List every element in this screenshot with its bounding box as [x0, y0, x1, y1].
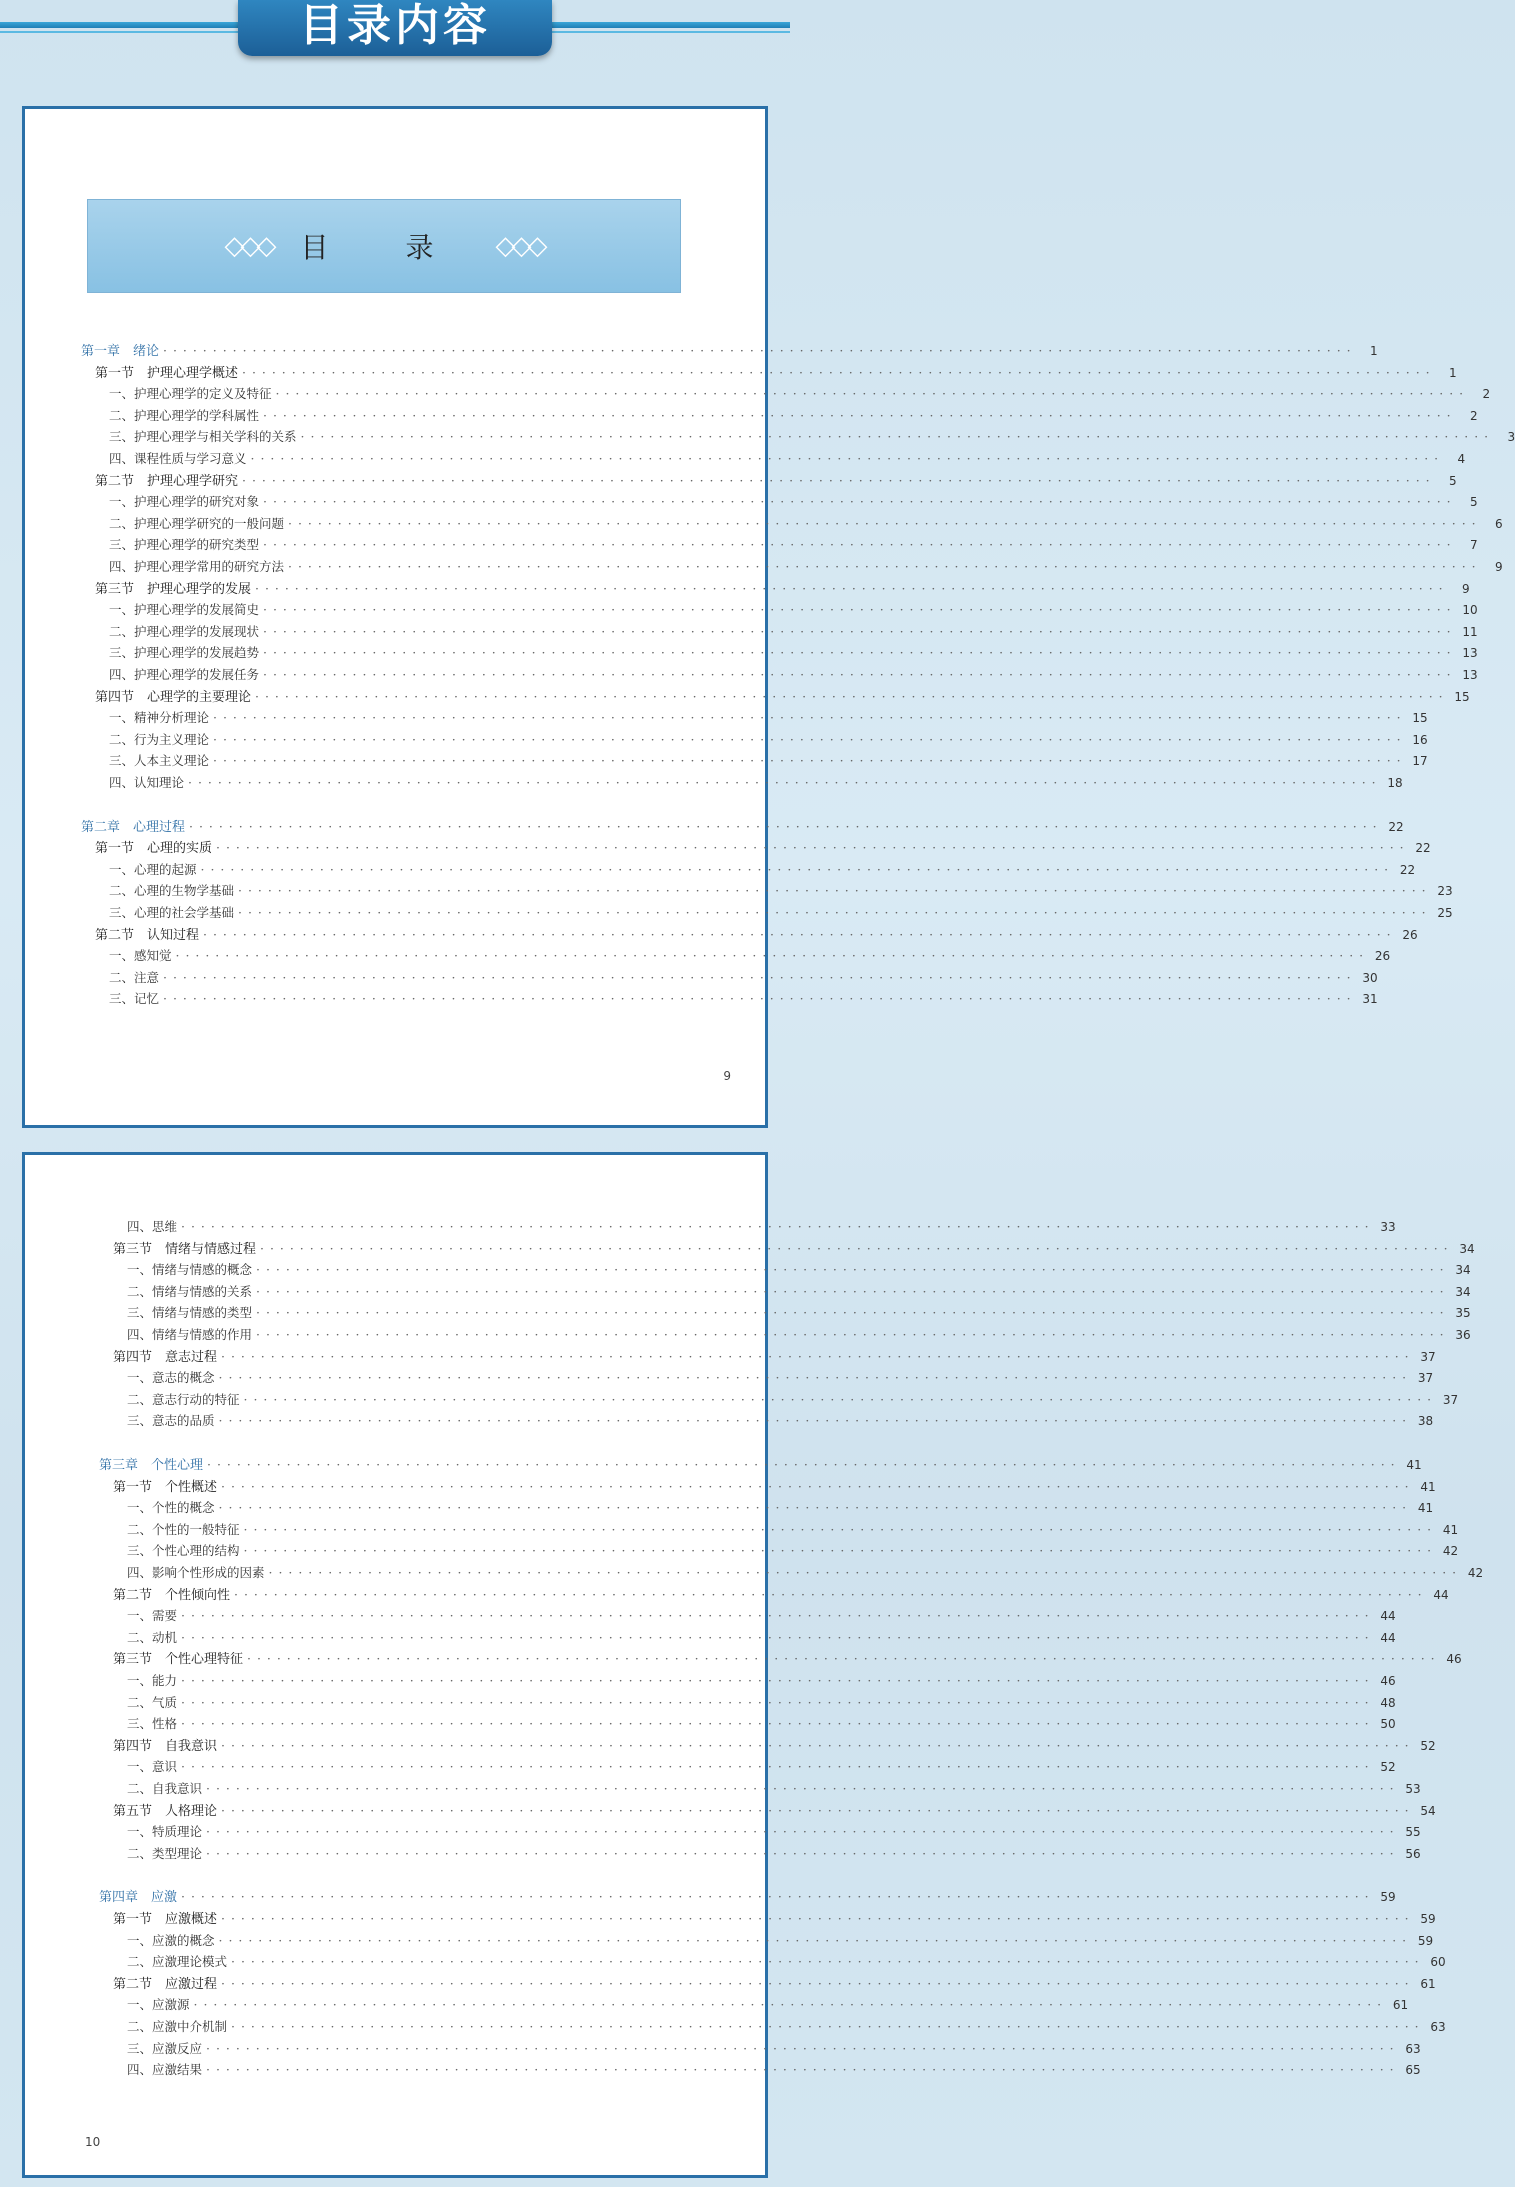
toc-entry-label: 三、个性心理的结构	[127, 1543, 240, 1559]
toc-item-row	[109, 881, 1453, 901]
toc-section-row	[113, 1347, 1436, 1367]
toc-item-row	[127, 1757, 1396, 1777]
toc-entry-page: 63	[1405, 2041, 1421, 2056]
toc-entry-page: 38	[1417, 1414, 1434, 1429]
dot-leader: · · · · · · · · · · · · · · · · · · · · · · · · · · · · · · · · · · · · · · · · · · · · · · · · · · · · · · · · · · · · · · · · · · · · · · · · · · · · · · · · · · · · · · · · · · · · · · · · · · · · · · · · · · · · · · · · · · · · · · · ·	[221, 1802, 1410, 1818]
toc-entry-label: 第一节 应激概述	[113, 1912, 218, 1927]
dot-leader: · · · · · · · · · · · · · · · · · · · · · · · · · · · · · · · · · · · · · · · · · · · · · · · · · · · · · · · · · · · · · · · · · · · · · · · · · · · · · · · · · · · · · · · · · · · · · · · · · · · · · · · · · · · · · · · · · · · · · · · ·	[163, 991, 1352, 1007]
toc-item-row	[127, 1844, 1421, 1864]
toc-entry-page: 22	[1388, 819, 1404, 834]
toc-section-row	[95, 925, 1418, 945]
dot-leader: · · · · · · · · · · · · · · · · · · · · · · · · · · · · · · · · · · · · · · · · · · · · · · · · · · · · · · · · · · · · · · · · · · · · · · · · · · · · · · · · · · · · · · · · · · · · · · · · · · · · · · · · · · · · · · · · · · · · · · · ·	[263, 407, 1452, 423]
toc-section-row	[113, 1974, 1436, 1994]
toc-entry-page: 7	[1470, 538, 1478, 553]
toc-entry-label: 二、意志行动的特征	[127, 1391, 240, 1407]
toc-item-row	[109, 665, 1478, 685]
toc-entry-label: 三、心理的社会学基础	[109, 905, 235, 920]
toc-item-row	[109, 946, 1391, 966]
toc-entry-page: 2	[1482, 387, 1491, 402]
toc-entry-label: 一、应激源	[127, 1997, 190, 2013]
toc-item-row	[127, 1628, 1396, 1648]
toc-chapter-row	[99, 1887, 1396, 1907]
toc-entry-page: 61	[1392, 1998, 1409, 2013]
toc-entry-label: 第二节 认知过程	[95, 927, 200, 943]
dot-leader: · · · · · · · · · · · · · · · · · · · · · · · · · · · · · · · · · · · · · · · · · · · · · · · · · · · · · · · · · · · · · · · · · · · · · · · · · · · · · · · · · · · · · · · · · · · · · · · · · · · · · · · · · · · · · · · · · · · · · · · ·	[221, 1348, 1410, 1364]
toc-entry-label: 二、自我意识	[127, 1781, 203, 1796]
dot-leader: · · · · · · · · · · · · · · · · · · · · · · · · · · · · · · · · · · · · · · · · · · · · · · · · · · · · · · · · · · · · · · · · · · · · · · · · · · · · · · · · · · · · · · · · · · · · · · · · · · · · · · · · · · · · · · · · · · · · · · · ·	[181, 1694, 1370, 1710]
dot-leader: · · · · · · · · · · · · · · · · · · · · · · · · · · · · · · · · · · · · · · · · · · · · · · · · · · · · · · · · · · · · · · · · · · · · · · · · · · · · · · · · · · · · · · · · · · · · · · · · · · · · · · · · · · · · · · · · · · · · · · · ·	[263, 494, 1452, 510]
toc-entry-page: 44	[1433, 1587, 1449, 1602]
dot-leader: · · · · · · · · · · · · · · · · · · · · · · · · · · · · · · · · · · · · · · · · · · · · · · · · · · · · · · · · · · · · · · · · · · · · · · · · · · · · · · · · · · · · · · · · · · · · · · · · · · · · · · · · · · · · · · · · · · · · · · · ·	[163, 343, 1352, 358]
toc-item-row	[109, 773, 1403, 793]
toc-item-row	[127, 1520, 1459, 1540]
toc-entry-page: 26	[1402, 927, 1418, 942]
toc-entry-label: 一、精神分析理论	[109, 710, 210, 726]
toc-item-row	[127, 1498, 1434, 1518]
toc-entry-page: 4	[1457, 452, 1466, 466]
toc-entry-label: 一、特质理论	[127, 1824, 203, 1840]
dot-leader: · · · · · · · · · · · · · · · · · · · · · · · · · · · · · · · · · · · · · · · · · · · · · · · · · · · · · · · · · · · · · · · · · · · · · · · · · · · · · · · · · · · · · · · · · · · · · · · · · · · · · · · · · · · · · · · · · · · · · · · ·	[234, 1586, 1423, 1602]
toc-item-row	[127, 1952, 1446, 1972]
dot-leader: · · · · · · · · · · · · · · · · · · · · · · · · · · · · · · · · · · · · · · · · · · · · · · · · · · · · · · · · · · · · · · · · · · · · · · · · · · · · · · · · · · · · · · · · · · · · · · · · · · · · · · · · · · · · · · · · · · · · · · · ·	[181, 1716, 1370, 1732]
dot-leader: · · · · · · · · · · · · · · · · · · · · · · · · · · · · · · · · · · · · · · · · · · · · · · · · · · · · · · · · · · · · · · · · · · · · · · · · · · · · · · · · · · · · · · · · · · · · · · · · · · · · · · · · · · · · · · · · · · · · · · · ·	[238, 905, 1427, 920]
dot-leader: · · · · · · · · · · · · · · · · · · · · · · · · · · · · · · · · · · · · · · · · · · · · · · · · · · · · · · · · · · · · · · · · · · · · · · · · · · · · · · · · · · · · · · · · · · · · · · · · · · · · · · · · · · · · · · · · · · · · · · · ·	[256, 1327, 1445, 1342]
dot-leader: · · · · · · · · · · · · · · · · · · · · · · · · · · · · · · · · · · · · · · · · · · · · · · · · · · · · · · · · · · · · · · · · · · · · · · · · · · · · · · · · · · · · · · · · · · · · · · · · · · · · · · · · · · · · · · · · · · · · · · · ·	[213, 710, 1402, 726]
toc-item-row	[127, 1671, 1396, 1691]
section-banner	[238, 0, 552, 56]
dot-leader: · · · · · · · · · · · · · · · · · · · · · · · · · · · · · · · · · · · · · · · · · · · · · · · · · · · · · · · · · · · · · · · · · · · · · · · · · · · · · · · · · · · · · · · · · · · · · · · · · · · · · · · · · · · · · · · · · · · · · · · ·	[263, 667, 1452, 682]
toc-entry-page: 37	[1420, 1349, 1436, 1364]
toc-item-row	[109, 514, 1503, 534]
toc-item-row	[109, 600, 1478, 620]
toc-item-row	[127, 1606, 1396, 1626]
toc-entry-label: 三、护理心理学的发展趋势	[109, 645, 260, 661]
toc-entry-label: 三、意志的品质	[127, 1413, 215, 1429]
toc-entry-page: 53	[1405, 1782, 1421, 1796]
toc-entry-label: 二、护理心理学的发展现状	[109, 623, 260, 639]
dot-leader: · · · · · · · · · · · · · · · · · · · · · · · · · · · · · · · · · · · · · · · · · · · · · · · · · · · · · · · · · · · · · · · · · · · · · · · · · · · · · · · · · · · · · · · · · · · · · · · · · · · · · · · · · · · · · · · · · · · · · · · ·	[181, 1889, 1370, 1905]
toc-entry-label: 一、护理心理学的定义及特征	[109, 386, 272, 402]
toc-entry-page: 23	[1437, 884, 1453, 899]
dot-leader: · · · · · · · · · · · · · · · · · · · · · · · · · · · · · · · · · · · · · · · · · · · · · · · · · · · · · · · · · · · · · · · · · · · · · · · · · · · · · · · · · · · · · · · · · · · · · · · · · · · · · · · · · · · · · · · · · · · · · · · ·	[218, 1500, 1408, 1516]
toc-entry-page: 31	[1362, 992, 1378, 1007]
toc-entry-page: 37	[1417, 1371, 1434, 1386]
toc-item-row	[127, 1693, 1396, 1713]
diamond-decoration-left: ◇◇◇	[224, 231, 273, 261]
toc-entry-page: 56	[1405, 1846, 1421, 1861]
toc-entry-page: 33	[1380, 1220, 1396, 1234]
toc-entry-label: 一、护理心理学的研究对象	[109, 494, 260, 510]
toc-entry-page: 41	[1406, 1458, 1422, 1472]
toc-entry-label: 二、行为主义理论	[109, 731, 210, 747]
dot-leader: · · · · · · · · · · · · · · · · · · · · · · · · · · · · · · · · · · · · · · · · · · · · · · · · · · · · · · · · · · · · · · · · · · · · · · · · · · · · · · · · · · · · · · · · · · · · · · · · · · · · · · · · · · · · · · · · · · · · · · · ·	[242, 472, 1431, 488]
toc-entry-label: 二、应激理论模式	[127, 1954, 228, 1970]
toc-entry-page: 25	[1437, 906, 1453, 920]
toc-entry-label: 第四节 心理学的主要理论	[95, 689, 252, 705]
toc-section-row	[95, 687, 1470, 707]
dot-leader: · · · · · · · · · · · · · · · · · · · · · · · · · · · · · · · · · · · · · · · · · · · · · · · · · · · · · · · · · · · · · · · · · · · · · · · · · · · · · · · · · · · · · · · · · · · · · · · · · · · · · · · · · · · · · · · · · · · · · · · ·	[243, 1521, 1433, 1537]
toc-section-row	[113, 1585, 1449, 1605]
dot-leader: · · · · · · · · · · · · · · · · · · · · · · · · · · · · · · · · · · · · · · · · · · · · · · · · · · · · · · · · · · · · · · · · · · · · · · · · · · · · · · · · · · · · · · · · · · · · · · · · · · · · · · · · · · · · · · · · · · · · · · · ·	[263, 645, 1452, 661]
toc-item-row	[109, 968, 1378, 988]
dot-leader: · · · · · · · · · · · · · · · · · · · · · · · · · · · · · · · · · · · · · · · · · · · · · · · · · · · · · · · · · · · · · · · · · · · · · · · · · · · · · · · · · · · · · · · · · · · · · · · · · · · · · · · · · · · · · · · · · · · · · · · ·	[255, 580, 1444, 596]
dot-leader: · · · · · · · · · · · · · · · · · · · · · · · · · · · · · · · · · · · · · · · · · · · · · · · · · · · · · · · · · · · · · · · · · · · · · · · · · · · · · · · · · · · · · · · · · · · · · · · · · · · · · · · · · · · · · · · · · · · · · · · ·	[221, 1478, 1410, 1494]
toc-entry-page: 44	[1380, 1630, 1396, 1645]
toc-entry-label: 一、个性的概念	[127, 1500, 215, 1516]
toc-item-row	[127, 1260, 1471, 1280]
toc-item-row	[109, 643, 1478, 663]
dot-leader: · · · · · · · · · · · · · · · · · · · · · · · · · · · · · · · · · · · · · · · · · · · · · · · · · · · · · · · · · · · · · · · · · · · · · · · · · · · · · · · · · · · · · · · · · · · · · · · · · · · · · · · · · · · · · · · · · · · · · · · ·	[206, 1781, 1395, 1796]
dot-leader: · · · · · · · · · · · · · · · · · · · · · · · · · · · · · · · · · · · · · · · · · · · · · · · · · · · · · · · · · · · · · · · · · · · · · · · · · · · · · · · · · · · · · · · · · · · · · · · · · · · · · · · · · · · · · · · · · · · · · · · ·	[218, 1932, 1408, 1948]
toc-section-row	[95, 363, 1457, 383]
dot-leader: · · · · · · · · · · · · · · · · · · · · · · · · · · · · · · · · · · · · · · · · · · · · · · · · · · · · · · · · · · · · · · · · · · · · · · · · · · · · · · · · · · · · · · · · · · · · · · · · · · · · · · · · · · · · · · · · · · · · · · · ·	[189, 818, 1378, 834]
toc-entry-page: 22	[1399, 862, 1416, 877]
toc-entry-label: 二、护理心理学的学科属性	[109, 407, 260, 423]
toc-entry-label: 四、护理心理学的发展任务	[109, 667, 260, 682]
dot-leader: · · · · · · · · · · · · · · · · · · · · · · · · · · · · · · · · · · · · · · · · · · · · · · · · · · · · · · · · · · · · · · · · · · · · · · · · · · · · · · · · · · · · · · · · · · · · · · · · · · · · · · · · · · · · · · · · · · · · · · · ·	[263, 623, 1452, 639]
toc-entry-label: 二、情绪与情感的关系	[127, 1283, 253, 1299]
toc-item-row	[127, 2039, 1421, 2059]
toc-item-row	[127, 1390, 1459, 1410]
toc-entry-page: 61	[1420, 1976, 1436, 1991]
toc-entry-label: 第五节 人格理论	[113, 1803, 218, 1819]
dot-leader: · · · · · · · · · · · · · · · · · · · · · · · · · · · · · · · · · · · · · · · · · · · · · · · · · · · · · · · · · · · · · · · · · · · · · · · · · · · · · · · · · · · · · · · · · · · · · · · · · · · · · · · · · · · · · · · · · · · · · · · ·	[213, 753, 1402, 769]
toc-entry-label: 二、动机	[127, 1629, 178, 1645]
toc-entry-label: 四、护理心理学常用的研究方法	[109, 559, 285, 574]
toc-entry-page: 42	[1467, 1566, 1484, 1580]
toc-entry-page: 63	[1430, 2020, 1446, 2034]
toc-item-row	[109, 492, 1478, 512]
toc-entry-label: 三、人本主义理论	[109, 753, 210, 769]
toc-section-row	[113, 1477, 1436, 1497]
toc-section-row	[113, 1909, 1436, 1929]
toc-item-row	[127, 1931, 1434, 1951]
toc-section-row	[113, 1239, 1475, 1259]
toc-entry-page: 54	[1420, 1803, 1436, 1818]
page-number: 10	[85, 2135, 101, 2149]
toc-entry-page: 50	[1380, 1717, 1396, 1732]
toc-entry-page: 6	[1495, 516, 1503, 531]
dot-leader: · · · · · · · · · · · · · · · · · · · · · · · · · · · · · · · · · · · · · · · · · · · · · · · · · · · · · · · · · · · · · · · · · · · · · · · · · · · · · · · · · · · · · · · · · · · · · · · · · · · · · · · · · · · · · · · · · · · · · · · ·	[203, 926, 1392, 942]
toc-entry-page: 13	[1462, 668, 1478, 682]
toc-section-row	[113, 1801, 1436, 1821]
dot-leader: · · · · · · · · · · · · · · · · · · · · · · · · · · · · · · · · · · · · · · · · · · · · · · · · · · · · · · · · · · · · · · · · · · · · · · · · · · · · · · · · · · · · · · · · · · · · · · · · · · · · · · · · · · · · · · · · · · · · · · · ·	[243, 1543, 1433, 1559]
toc-item-row	[109, 427, 1515, 447]
toc-item-row	[127, 1541, 1459, 1561]
toc-entry-page: 65	[1405, 2063, 1421, 2078]
toc-entry-page: 41	[1442, 1522, 1459, 1537]
toc-entry-label: 四、影响个性形成的因素	[127, 1565, 265, 1580]
toc-chapter-row	[81, 341, 1378, 361]
toc-entry-page: 22	[1415, 841, 1431, 856]
dot-leader: · · · · · · · · · · · · · · · · · · · · · · · · · · · · · · · · · · · · · · · · · · · · · · · · · · · · · · · · · · · · · · · · · · · · · · · · · · · · · · · · · · · · · · · · · · · · · · · · · · · · · · · · · · · · · · · · · · · · · · · ·	[250, 451, 1440, 466]
dot-leader: · · · · · · · · · · · · · · · · · · · · · · · · · · · · · · · · · · · · · · · · · · · · · · · · · · · · · · · · · · · · · · · · · · · · · · · · · · · · · · · · · · · · · · · · · · · · · · · · · · · · · · · · · · · · · · · · · · · · · · · ·	[231, 1954, 1420, 1970]
toc-entry-page: 41	[1417, 1501, 1434, 1516]
dot-leader: · · · · · · · · · · · · · · · · · · · · · · · · · · · · · · · · · · · · · · · · · · · · · · · · · · · · · · · · · · · · · · · · · · · · · · · · · · · · · · · · · · · · · · · · · · · · · · · · · · · · · · · · · · · · · · · · · · · · · · · ·	[255, 688, 1444, 704]
toc-entry-page: 10	[1462, 603, 1478, 618]
toc-entry-page: 36	[1455, 1328, 1471, 1342]
toc-entry-page: 46	[1446, 1652, 1462, 1667]
toc-entry-label: 一、心理的起源	[109, 861, 197, 877]
toc-entry-label: 第二节 护理心理学研究	[95, 473, 239, 489]
toc-entry-label: 第二节 应激过程	[113, 1976, 218, 1992]
toc-item-row	[127, 1217, 1396, 1237]
toc-entry-page: 30	[1362, 970, 1378, 985]
toc-section-row	[95, 471, 1457, 491]
dot-leader: · · · · · · · · · · · · · · · · · · · · · · · · · · · · · · · · · · · · · · · · · · · · · · · · · · · · · · · · · · · · · · · · · · · · · · · · · · · · · · · · · · · · · · · · · · · · · · · · · · · · · · · · · · · · · · · · · · · · · · · ·	[221, 1911, 1410, 1926]
toc-page-2	[22, 1152, 1484, 2178]
toc-entry-label: 第二节 个性倾向性	[113, 1587, 231, 1603]
toc-entry-label: 三、记忆	[109, 991, 160, 1007]
toc-entry-label: 第四章 应激	[99, 1890, 178, 1906]
toc-section-row	[113, 1736, 1436, 1756]
toc-entry-label: 第一章 绪论	[81, 344, 160, 359]
dot-leader: · · · · · · · · · · · · · · · · · · · · · · · · · · · · · · · · · · · · · · · · · · · · · · · · · · · · · · · · · · · · · · · · · · · · · · · · · · · · · · · · · · · · · · · · · · · · · · · · · · · · · · · · · · · · · · · · · · · · · · · ·	[163, 969, 1352, 985]
toc-item-row	[109, 989, 1378, 1009]
toc-item-row	[109, 730, 1428, 750]
dot-leader: · · · · · · · · · · · · · · · · · · · · · · · · · · · · · · · · · · · · · · · · · · · · · · · · · · · · · · · · · · · · · · · · · · · · · · · · · · · · · · · · · · · · · · · · · · · · · · · · · · · · · · · · · · · · · · · · · · · · · · · ·	[256, 1262, 1445, 1278]
dot-leader: · · · · · · · · · · · · · · · · · · · · · · · · · · · · · · · · · · · · · · · · · · · · · · · · · · · · · · · · · · · · · · · · · · · · · · · · · · · · · · · · · · · · · · · · · · · · · · · · · · · · · · · · · · · · · · · · · · · · · · · ·	[206, 2062, 1395, 2078]
toc-item-row	[127, 1714, 1396, 1734]
toc-entry-page: 59	[1417, 1933, 1434, 1948]
toc-entry-page: 16	[1412, 732, 1428, 747]
dot-leader: · · · · · · · · · · · · · · · · · · · · · · · · · · · · · · · · · · · · · · · · · · · · · · · · · · · · · · · · · · · · · · · · · · · · · · · · · · · · · · · · · · · · · · · · · · · · · · · · · · · · · · · · · · · · · · · · · · · · · · · ·	[181, 1629, 1370, 1645]
dot-leader: · · · · · · · · · · · · · · · · · · · · · · · · · · · · · · · · · · · · · · · · · · · · · · · · · · · · · · · · · · · · · · · · · · · · · · · · · · · · · · · · · · · · · · · · · · · · · · · · · · · · · · · · · · · · · · · · · · · · · · · ·	[231, 2019, 1420, 2034]
dot-leader: · · · · · · · · · · · · · · · · · · · · · · · · · · · · · · · · · · · · · · · · · · · · · · · · · · · · · · · · · · · · · · · · · · · · · · · · · · · · · · · · · · · · · · · · · · · · · · · · · · · · · · · · · · · · · · · · · · · · · · · ·	[238, 883, 1427, 899]
dot-leader: · · · · · · · · · · · · · · · · · · · · · · · · · · · · · · · · · · · · · · · · · · · · · · · · · · · · · · · · · · · · · · · · · · · · · · · · · · · · · · · · · · · · · · · · · · · · · · · · · · · · · · · · · · · · · · · · · · · · · · · ·	[260, 1240, 1449, 1256]
dot-leader: · · · · · · · · · · · · · · · · · · · · · · · · · · · · · · · · · · · · · · · · · · · · · · · · · · · · · · · · · · · · · · · · · · · · · · · · · · · · · · · · · · · · · · · · · · · · · · · · · · · · · · · · · · · · · · · · · · · · · · · ·	[263, 537, 1452, 553]
toc-item-row	[127, 1563, 1484, 1583]
toc-entry-page: 60	[1430, 1955, 1446, 1970]
toc-item-row	[109, 708, 1428, 728]
dot-leader: · · · · · · · · · · · · · · · · · · · · · · · · · · · · · · · · · · · · · · · · · · · · · · · · · · · · · · · · · · · · · · · · · · · · · · · · · · · · · · · · · · · · · · · · · · · · · · · · · · · · · · · · · · · · · · · · · · · · · · · ·	[263, 602, 1452, 618]
toc-entry-label: 二、个性的一般特征	[127, 1521, 240, 1537]
dot-leader: · · · · · · · · · · · · · · · · · · · · · · · · · · · · · · · · · · · · · · · · · · · · · · · · · · · · · · · · · · · · · · · · · · · · · · · · · · · · · · · · · · · · · · · · · · · · · · · · · · · · · · · · · · · · · · · · · · · · · · · ·	[275, 386, 1465, 402]
toc-entry-label: 第三节 个性心理特征	[113, 1652, 244, 1668]
toc-entry-page: 48	[1380, 1695, 1396, 1710]
toc-entry-page: 34	[1455, 1284, 1471, 1299]
toc-item-row	[109, 449, 1466, 469]
toc-heading: 目 录	[300, 231, 468, 264]
dot-leader: · · · · · · · · · · · · · · · · · · · · · · · · · · · · · · · · · · · · · · · · · · · · · · · · · · · · · · · · · · · · · · · · · · · · · · · · · · · · · · · · · · · · · · · · · · · · · · · · · · · · · · · · · · · · · · · · · · · · · · · ·	[206, 2040, 1395, 2056]
toc-entry-label: 一、护理心理学的发展简史	[109, 602, 260, 618]
toc-entry-label: 第二章 心理过程	[81, 819, 186, 835]
dot-leader: · · · · · · · · · · · · · · · · · · · · · · · · · · · · · · · · · · · · · · · · · · · · · · · · · · · · · · · · · · · · · · · · · · · · · · · · · · · · · · · · · · · · · · · · · · · · · · · · · · · · · · · · · · · · · · · · · · · · · · · ·	[288, 559, 1477, 574]
dot-leader: · · · · · · · · · · · · · · · · · · · · · · · · · · · · · · · · · · · · · · · · · · · · · · · · · · · · · · · · · · · · · · · · · · · · · · · · · · · · · · · · · · · · · · · · · · · · · · · · · · · · · · · · · · · · · · · · · · · · · · · ·	[188, 775, 1377, 790]
toc-item-row	[127, 1368, 1434, 1388]
toc-entry-page: 9	[1495, 560, 1503, 574]
toc-entry-page: 18	[1387, 776, 1403, 790]
dot-leader: · · · · · · · · · · · · · · · · · · · · · · · · · · · · · · · · · · · · · · · · · · · · · · · · · · · · · · · · · · · · · · · · · · · · · · · · · · · · · · · · · · · · · · · · · · · · · · · · · · · · · · · · · · · · · · · · · · · · · · · ·	[247, 1651, 1436, 1667]
toc-entry-page: 2	[1470, 408, 1478, 423]
dot-leader: · · · · · · · · · · · · · · · · · · · · · · · · · · · · · · · · · · · · · · · · · · · · · · · · · · · · · · · · · · · · · · · · · · · · · · · · · · · · · · · · · · · · · · · · · · · · · · · · · · · · · · · · · · · · · · · · · · · · · · · ·	[300, 429, 1490, 445]
toc-item-row	[109, 406, 1478, 426]
toc-entry-label: 三、护理心理学的研究类型	[109, 537, 260, 553]
toc-item-row	[109, 622, 1478, 642]
toc-heading-box	[87, 199, 681, 293]
dot-leader: · · · · · · · · · · · · · · · · · · · · · · · · · · · · · · · · · · · · · · · · · · · · · · · · · · · · · · · · · · · · · · · · · · · · · · · · · · · · · · · · · · · · · · · · · · · · · · · · · · · · · · · · · · · · · · · · · · · · · · · ·	[268, 1565, 1458, 1580]
toc-entry-label: 二、应激中介机制	[127, 2019, 228, 2034]
toc-entry-label: 第一节 个性概述	[113, 1479, 218, 1495]
toc-entry-page: 35	[1455, 1306, 1471, 1321]
toc-entry-label: 三、护理心理学与相关学科的关系	[109, 429, 297, 445]
dot-leader: · · · · · · · · · · · · · · · · · · · · · · · · · · · · · · · · · · · · · · · · · · · · · · · · · · · · · · · · · · · · · · · · · · · · · · · · · · · · · · · · · · · · · · · · · · · · · · · · · · · · · · · · · · · · · · · · · · · · · · · ·	[243, 1391, 1433, 1407]
toc-entry-page: 17	[1412, 754, 1428, 769]
toc-entry-page: 3	[1507, 430, 1515, 445]
toc-entry-page: 37	[1442, 1392, 1459, 1407]
toc-entry-page: 1	[1370, 344, 1378, 358]
toc-entry-label: 四、认知理论	[109, 775, 185, 790]
diamond-decoration-right: ◇◇◇	[495, 231, 544, 261]
dot-leader: · · · · · · · · · · · · · · · · · · · · · · · · · · · · · · · · · · · · · · · · · · · · · · · · · · · · · · · · · · · · · · · · · · · · · · · · · · · · · · · · · · · · · · · · · · · · · · · · · · · · · · · · · · · · · · · · · · · · · · · ·	[207, 1457, 1396, 1472]
toc-entry-page: 11	[1462, 624, 1478, 639]
toc-item-row	[109, 535, 1478, 555]
toc-entry-page: 59	[1380, 1890, 1396, 1905]
toc-section-row	[95, 579, 1470, 599]
dot-leader: · · · · · · · · · · · · · · · · · · · · · · · · · · · · · · · · · · · · · · · · · · · · · · · · · · · · · · · · · · · · · · · · · · · · · · · · · · · · · · · · · · · · · · · · · · · · · · · · · · · · · · · · · · · · · · · · · · · · · · · ·	[221, 1975, 1410, 1991]
toc-entry-label: 一、意志的概念	[127, 1370, 215, 1386]
toc-entry-page: 55	[1405, 1825, 1421, 1840]
toc-entry-page: 5	[1470, 495, 1478, 510]
toc-item-row	[127, 1282, 1471, 1302]
toc-entry-label: 第一节 护理心理学概述	[95, 365, 239, 381]
dot-leader: · · · · · · · · · · · · · · · · · · · · · · · · · · · · · · · · · · · · · · · · · · · · · · · · · · · · · · · · · · · · · · · · · · · · · · · · · · · · · · · · · · · · · · · · · · · · · · · · · · · · · · · · · · · · · · · · · · · · · · · ·	[288, 515, 1477, 531]
toc-item-row	[109, 557, 1503, 577]
toc-entry-page: 15	[1454, 689, 1470, 704]
toc-entry-page: 15	[1412, 711, 1428, 726]
dot-leader: · · · · · · · · · · · · · · · · · · · · · · · · · · · · · · · · · · · · · · · · · · · · · · · · · · · · · · · · · · · · · · · · · · · · · · · · · · · · · · · · · · · · · · · · · · · · · · · · · · · · · · · · · · · · · · · · · · · · · · · ·	[218, 1413, 1408, 1429]
toc-entry-page: 34	[1455, 1263, 1471, 1278]
toc-entry-page: 44	[1380, 1609, 1396, 1624]
dot-leader: · · · · · · · · · · · · · · · · · · · · · · · · · · · · · · · · · · · · · · · · · · · · · · · · · · · · · · · · · · · · · · · · · · · · · · · · · · · · · · · · · · · · · · · · · · · · · · · · · · · · · · · · · · · · · · · · · · · · · · · ·	[242, 364, 1431, 380]
dot-leader: · · · · · · · · · · · · · · · · · · · · · · · · · · · · · · · · · · · · · · · · · · · · · · · · · · · · · · · · · · · · · · · · · · · · · · · · · · · · · · · · · · · · · · · · · · · · · · · · · · · · · · · · · · · · · · · · · · · · · · · ·	[193, 1997, 1383, 2013]
dot-leader: · · · · · · · · · · · · · · · · · · · · · · · · · · · · · · · · · · · · · · · · · · · · · · · · · · · · · · · · · · · · · · · · · · · · · · · · · · · · · · · · · · · · · · · · · · · · · · · · · · · · · · · · · · · · · · · · · · · · · · · ·	[200, 861, 1390, 877]
dot-leader: · · · · · · · · · · · · · · · · · · · · · · · · · · · · · · · · · · · · · · · · · · · · · · · · · · · · · · · · · · · · · · · · · · · · · · · · · · · · · · · · · · · · · · · · · · · · · · · · · · · · · · · · · · · · · · · · · · · · · · · ·	[213, 731, 1402, 747]
toc-entry-label: 三、性格	[127, 1716, 178, 1732]
dot-leader: · · · · · · · · · · · · · · · · · · · · · · · · · · · · · · · · · · · · · · · · · · · · · · · · · · · · · · · · · · · · · · · · · · · · · · · · · · · · · · · · · · · · · · · · · · · · · · · · · · · · · · · · · · · · · · · · · · · · · · · ·	[181, 1608, 1370, 1624]
dot-leader: · · · · · · · · · · · · · · · · · · · · · · · · · · · · · · · · · · · · · · · · · · · · · · · · · · · · · · · · · · · · · · · · · · · · · · · · · · · · · · · · · · · · · · · · · · · · · · · · · · · · · · · · · · · · · · · · · · · · · · · ·	[221, 1737, 1410, 1753]
toc-entry-page: 9	[1462, 581, 1470, 596]
toc-entry-label: 第一节 心理的实质	[95, 841, 213, 857]
dot-leader: · · · · · · · · · · · · · · · · · · · · · · · · · · · · · · · · · · · · · · · · · · · · · · · · · · · · · · · · · · · · · · · · · · · · · · · · · · · · · · · · · · · · · · · · · · · · · · · · · · · · · · · · · · · · · · · · · · · · · · · ·	[206, 1845, 1395, 1861]
toc-entry-page: 52	[1380, 1760, 1396, 1775]
toc-item-row	[127, 1303, 1471, 1323]
toc-entry-label: 第四节 意志过程	[113, 1349, 218, 1365]
toc-section-row	[95, 838, 1431, 858]
dot-leader: · · · · · · · · · · · · · · · · · · · · · · · · · · · · · · · · · · · · · · · · · · · · · · · · · · · · · · · · · · · · · · · · · · · · · · · · · · · · · · · · · · · · · · · · · · · · · · · · · · · · · · · · · · · · · · · · · · · · · · · ·	[181, 1673, 1370, 1688]
toc-item-row	[109, 751, 1428, 771]
dot-leader: · · · · · · · · · · · · · · · · · · · · · · · · · · · · · · · · · · · · · · · · · · · · · · · · · · · · · · · · · · · · · · · · · · · · · · · · · · · · · · · · · · · · · · · · · · · · · · · · · · · · · · · · · · · · · · · · · · · · · · · ·	[216, 840, 1405, 856]
toc-entry-label: 一、感知觉	[109, 948, 172, 964]
dot-leader: · · · · · · · · · · · · · · · · · · · · · · · · · · · · · · · · · · · · · · · · · · · · · · · · · · · · · · · · · · · · · · · · · · · · · · · · · · · · · · · · · · · · · · · · · · · · · · · · · · · · · · · · · · · · · · · · · · · · · · · ·	[256, 1283, 1445, 1299]
toc-entry-label: 一、应激的概念	[127, 1932, 215, 1948]
toc-entry-page: 52	[1420, 1738, 1436, 1753]
toc-item-row	[127, 2017, 1446, 2037]
toc-item-row	[127, 1411, 1434, 1431]
toc-entry-page: 59	[1420, 1912, 1436, 1926]
toc-entry-label: 一、意识	[127, 1759, 178, 1775]
toc-item-row	[127, 2060, 1421, 2080]
toc-entry-page: 1	[1449, 365, 1457, 380]
toc-item-row	[127, 1779, 1421, 1799]
dot-leader: · · · · · · · · · · · · · · · · · · · · · · · · · · · · · · · · · · · · · · · · · · · · · · · · · · · · · · · · · · · · · · · · · · · · · · · · · · · · · · · · · · · · · · · · · · · · · · · · · · · · · · · · · · · · · · · · · · · · · · · ·	[256, 1305, 1445, 1321]
toc-entry-label: 三、应激反应	[127, 2040, 203, 2056]
toc-entry-label: 二、注意	[109, 969, 160, 985]
toc-entry-label: 第三节 护理心理学的发展	[95, 581, 252, 597]
page-number: 9	[723, 1069, 731, 1083]
toc-entry-page: 42	[1442, 1544, 1459, 1559]
toc-entry-label: 三、情绪与情感的类型	[127, 1305, 253, 1321]
toc-entry-label: 四、应激结果	[127, 2062, 203, 2078]
toc-entry-label: 四、思维	[127, 1219, 178, 1234]
toc-entry-page: 46	[1380, 1674, 1396, 1688]
toc-page-1	[22, 106, 1515, 1128]
toc-item-row	[109, 384, 1491, 404]
toc-entry-label: 第三节 情绪与情感过程	[113, 1241, 257, 1257]
toc-entry-page: 13	[1462, 646, 1478, 661]
toc-entry-label: 第三章 个性心理	[99, 1458, 204, 1473]
toc-entry-label: 二、气质	[127, 1694, 178, 1710]
toc-entry-label: 一、能力	[127, 1673, 178, 1688]
toc-entry-label: 二、心理的生物学基础	[109, 883, 235, 899]
toc-entry-label: 二、类型理论	[127, 1845, 203, 1861]
toc-entry-label: 四、课程性质与学习意义	[109, 451, 247, 466]
dot-leader: · · · · · · · · · · · · · · · · · · · · · · · · · · · · · · · · · · · · · · · · · · · · · · · · · · · · · · · · · · · · · · · · · · · · · · · · · · · · · · · · · · · · · · · · · · · · · · · · · · · · · · · · · · · · · · · · · · · · · · · ·	[218, 1370, 1408, 1386]
toc-chapter-row	[99, 1455, 1422, 1475]
toc-entry-page: 34	[1459, 1241, 1475, 1256]
dot-leader: · · · · · · · · · · · · · · · · · · · · · · · · · · · · · · · · · · · · · · · · · · · · · · · · · · · · · · · · · · · · · · · · · · · · · · · · · · · · · · · · · · · · · · · · · · · · · · · · · · · · · · · · · · · · · · · · · · · · · · · ·	[181, 1759, 1370, 1775]
toc-item-row	[109, 903, 1453, 923]
toc-entry-label: 一、需要	[127, 1608, 178, 1624]
dot-leader: · · · · · · · · · · · · · · · · · · · · · · · · · · · · · · · · · · · · · · · · · · · · · · · · · · · · · · · · · · · · · · · · · · · · · · · · · · · · · · · · · · · · · · · · · · · · · · · · · · · · · · · · · · · · · · · · · · · · · · · ·	[181, 1219, 1370, 1234]
toc-entry-page: 26	[1374, 949, 1391, 964]
dot-leader: · · · · · · · · · · · · · · · · · · · · · · · · · · · · · · · · · · · · · · · · · · · · · · · · · · · · · · · · · · · · · · · · · · · · · · · · · · · · · · · · · · · · · · · · · · · · · · · · · · · · · · · · · · · · · · · · · · · · · · · ·	[175, 948, 1365, 964]
toc-entry-label: 第四节 自我意识	[113, 1738, 218, 1754]
toc-item-row	[127, 1325, 1471, 1345]
toc-entry-label: 一、情绪与情感的概念	[127, 1262, 253, 1278]
toc-item-row	[127, 1822, 1421, 1842]
banner-title: 目录内容	[299, 0, 491, 51]
toc-section-row	[113, 1649, 1462, 1669]
toc-chapter-row	[81, 817, 1404, 837]
toc-entry-page: 41	[1420, 1479, 1436, 1494]
toc-entry-label: 二、护理心理学研究的一般问题	[109, 515, 285, 531]
toc-item-row	[109, 860, 1416, 880]
dot-leader: · · · · · · · · · · · · · · · · · · · · · · · · · · · · · · · · · · · · · · · · · · · · · · · · · · · · · · · · · · · · · · · · · · · · · · · · · · · · · · · · · · · · · · · · · · · · · · · · · · · · · · · · · · · · · · · · · · · · · · · ·	[206, 1824, 1395, 1840]
toc-entry-label: 四、情绪与情感的作用	[127, 1327, 253, 1342]
toc-item-row	[127, 1995, 1409, 2015]
toc-entry-page: 5	[1449, 473, 1457, 488]
